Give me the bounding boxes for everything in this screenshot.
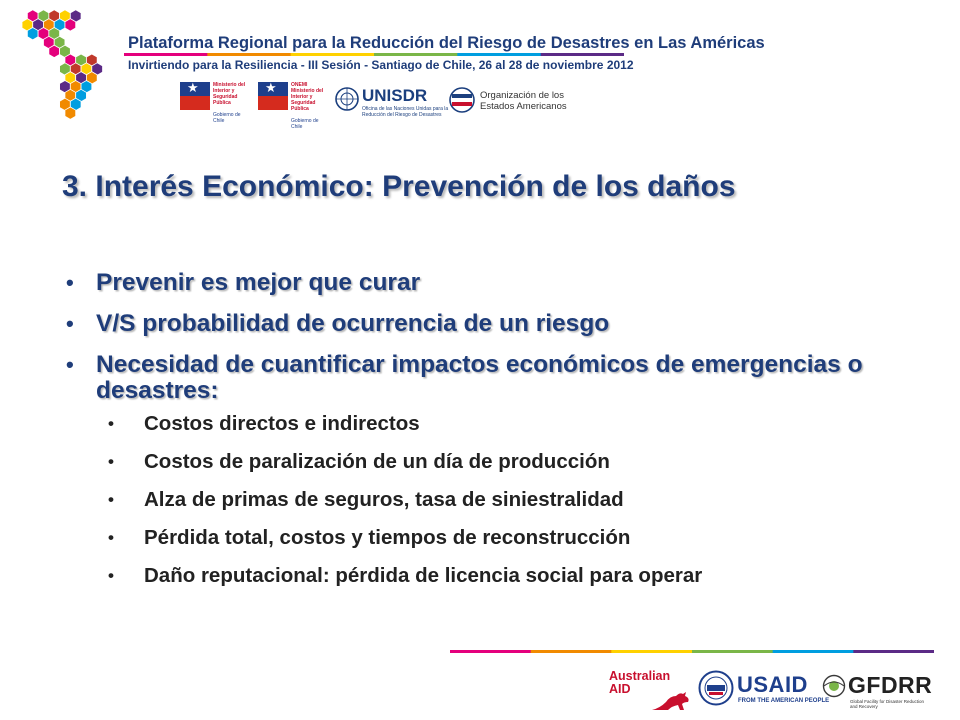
sub-bullet-text: Costos directos e indirectos xyxy=(144,412,420,435)
band-segment xyxy=(611,650,692,653)
unisdr-description: Oficina de las Naciones Unidas para la Reducción del Riesgo de Desastres xyxy=(362,106,449,118)
band-segment xyxy=(457,53,541,56)
band-segment xyxy=(291,53,375,56)
americas-hexagon-map-logo xyxy=(14,8,124,136)
sub-bullet-item xyxy=(66,488,866,512)
oas-emblem-icon xyxy=(448,86,476,114)
sub-bullet-item xyxy=(66,450,866,474)
kangaroo-icon xyxy=(650,690,694,712)
gfdrr-emblem-icon xyxy=(822,674,846,698)
band-segment xyxy=(124,53,208,56)
bullet-dot-icon: • xyxy=(66,311,74,336)
map-hexagon xyxy=(65,19,76,31)
band-segment xyxy=(541,53,624,56)
sub-bullet-text: Pérdida total, costos y tiempos de reconstrucción xyxy=(144,526,631,549)
sub-bullet-item xyxy=(66,412,866,436)
sub-bullet-dot-icon: • xyxy=(108,452,114,471)
band-segment xyxy=(692,650,773,653)
bullet-text: Necesidad de cuantificar impactos económicos de emergencias o desastres: xyxy=(96,351,863,404)
bullet-text: Prevenir es mejor que curar xyxy=(96,269,421,296)
map-hexagon xyxy=(27,27,38,39)
onemi-government: Gobierno de Chile xyxy=(291,118,319,130)
sub-bullet-dot-icon: • xyxy=(108,528,114,547)
unisdr-name: UNISDR xyxy=(362,86,428,105)
sub-bullet-dot-icon: • xyxy=(108,414,114,433)
sub-bullet-text: Costos de paralización de un día de producción xyxy=(144,450,610,473)
slide-title: 3. Interés Económico: Prevención de los daños xyxy=(62,170,736,203)
color-band xyxy=(124,53,624,56)
sub-bullet-item xyxy=(66,564,866,588)
band-segment xyxy=(773,650,854,653)
band-segment xyxy=(207,53,291,56)
sub-bullet-text: Alza de primas de seguros, tasa de siniestralidad xyxy=(144,488,624,511)
chile-flag-icon: ★ xyxy=(180,82,210,124)
band-segment xyxy=(374,53,458,56)
usaid-name: USAID xyxy=(737,672,808,697)
usaid-seal-icon xyxy=(698,670,734,706)
gfdrr-name: GFDRR xyxy=(848,672,933,698)
chile-flag-icon: ★ xyxy=(258,82,288,124)
footer-color-band xyxy=(450,650,934,653)
bullet-text: V/S probabilidad de ocurrencia de un riesgo xyxy=(96,310,610,337)
bullet-item xyxy=(66,270,866,296)
map-hexagon xyxy=(49,45,60,57)
un-emblem-icon xyxy=(334,86,360,112)
sub-bullet-dot-icon: • xyxy=(108,566,114,585)
onemi-name: ONEMI Ministerio del Interior y Seguridad Pública xyxy=(291,82,324,112)
sub-bullet-dot-icon: • xyxy=(108,490,114,509)
sub-bullet-text: Daño reputacional: pérdida de licencia social para operar xyxy=(144,564,703,587)
band-segment xyxy=(531,650,612,653)
sub-bullet-item xyxy=(66,526,866,550)
bullet-item xyxy=(66,352,866,404)
bullet-dot-icon: • xyxy=(66,270,74,295)
band-segment xyxy=(450,650,531,653)
australian-aid-logo: Australian AID xyxy=(609,669,671,696)
map-hexagon xyxy=(65,107,76,119)
event-subtitle: Invirtiendo para la Resiliencia - III Sesión - Santiago de Chile, 26 al 28 de noviembre 2012 xyxy=(128,58,634,72)
usaid-tagline: FROM THE AMERICAN PEOPLE xyxy=(738,698,830,704)
bullet-dot-icon: • xyxy=(66,352,74,377)
bullet-item xyxy=(66,311,866,337)
ministry-interior-government: Gobierno de Chile xyxy=(213,112,241,124)
bullet-list xyxy=(66,270,866,602)
ministry-interior-logo xyxy=(180,82,252,124)
gfdrr-tagline: Global Facility for Disaster Reduction and Recovery xyxy=(850,699,925,709)
event-title: Plataforma Regional para la Reducción del Riesgo de Desastres en Las Américas xyxy=(128,34,765,52)
oas-name: Organización de los Estados Americanos xyxy=(480,90,567,112)
ministry-interior-name: Ministerio del Interior y Seguridad Pública xyxy=(213,82,246,106)
band-segment xyxy=(853,650,934,653)
onemi-logo xyxy=(258,80,330,130)
